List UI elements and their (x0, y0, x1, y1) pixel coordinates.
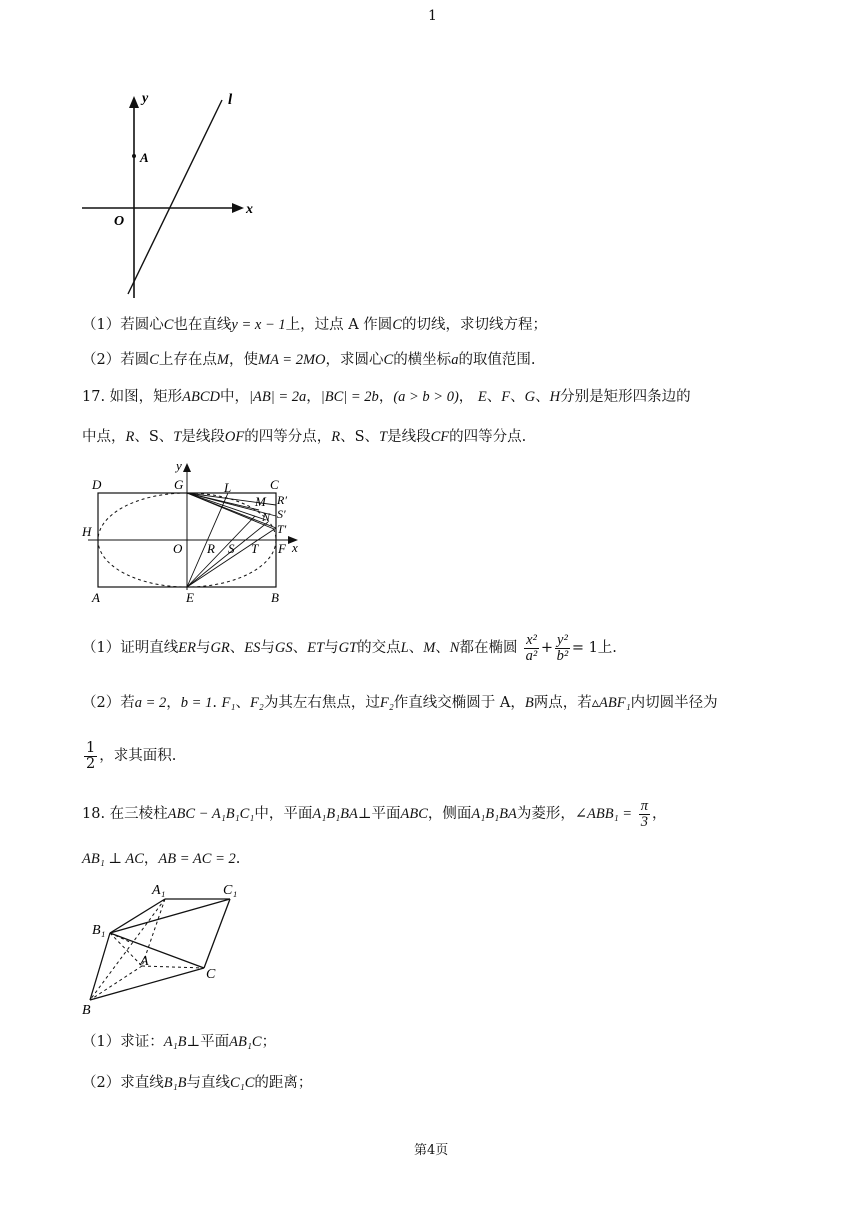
label-y: y (142, 91, 149, 106)
svg-text:R: R (207, 541, 215, 556)
svg-text:M: M (255, 494, 266, 509)
page-footer: 第4页 (414, 1143, 449, 1158)
svg-text:A: A (92, 590, 100, 605)
svg-text:B: B (271, 590, 279, 605)
svg-text:y: y (176, 458, 182, 473)
label-x: x (246, 202, 253, 217)
svg-text:G: G (174, 477, 184, 492)
svg-text:S: S (228, 541, 235, 556)
fraction-one-half: $\frac{1}{2}$ (86, 739, 96, 772)
q16-part1: （1）若圆心C也在直线y = x − 1上，过点 A 作圆C的切线，求切线方程； (82, 317, 547, 333)
svg-text:F: F (278, 541, 286, 556)
svg-text:T′: T′ (277, 522, 287, 536)
label-a: A (140, 150, 149, 165)
svg-text:R′: R′ (277, 493, 287, 507)
figure-16-axes (78, 86, 278, 306)
figure-18-prism (80, 878, 260, 1018)
y-axis-arrow (183, 463, 191, 472)
q18-part1: （1）求证：A₁B⊥平面AB₁C； (82, 1034, 277, 1050)
svg-text:L: L (224, 480, 232, 495)
label-l: l (228, 92, 233, 108)
svg-text:A: A (140, 954, 149, 969)
q16-part2: （2）若圆C上存在点M，使MA = 2MO，求圆心C的横坐标a的取值范围. (82, 352, 536, 368)
svg-text:C: C (206, 967, 216, 982)
fraction-pi-3: $\frac{\pi}{3}$ (640, 797, 648, 830)
page-number: 1 (428, 8, 437, 24)
svg-text:x: x (292, 540, 298, 555)
svg-text:S′: S′ (277, 507, 286, 521)
svg-text:E: E (186, 590, 194, 605)
svg-text:H: H (82, 524, 92, 539)
q18-part2: （2）求直线B₁B与直线C₁C的距离； (82, 1075, 313, 1091)
figure-17-rectangle-ellipse (80, 458, 310, 608)
q18-line1: 18. 在三棱柱ABC − A₁B₁C₁中，平面A₁B₁BA⊥平面ABC，侧面A₁B₁BA为菱形，∠ABB₁ = $\frac{\pi}{3}$ ， (82, 797, 667, 830)
q17-part1: （1）证明直线ER与GR、ES与GS、ET与GT的交点L、M、N都在椭圆 $\frac{\text{x²}}{\text{a²}}$ + $\frac{\text{y²}}{\text{b²}}$ = 1上. (82, 631, 617, 664)
fraction-x2-a2: $\frac{\text{x²}}{\text{a²}}$ (525, 631, 538, 664)
label-o: O (114, 214, 125, 229)
svg-text:B₁: B₁ (92, 923, 106, 938)
y-axis-arrow (129, 96, 139, 108)
x-axis-arrow (232, 203, 244, 213)
q17-line2: 中点，R、S、T是线段OF的四等分点，R、S、T是线段CF的四等分点. (82, 429, 527, 445)
svg-text:A₁: A₁ (152, 883, 166, 898)
svg-text:C: C (270, 477, 279, 492)
line-l (128, 100, 222, 294)
q17-line1: 17. 如图，矩形ABCD中，|AB| = 2a，|BC| = 2b，(a > b > 0)， E、F、G、H分别是矩形四条边的 (82, 389, 691, 405)
fraction-y2-b2: $\frac{\text{y²}}{\text{b²}}$ (556, 631, 569, 664)
point-a (132, 154, 136, 158)
svg-text:B: B (82, 1003, 91, 1018)
q17-part2: （2）若a = 2，b = 1. F₁、F₂为其左右焦点，过F₂作直线交椭圆于 A，B两点，若▵ABF₁内切圆半径为 (82, 695, 718, 711)
svg-text:T: T (251, 541, 259, 556)
svg-text:N: N (262, 510, 271, 524)
q17-part2-cont: $\frac{1}{2}$ ，求其面积. (86, 739, 177, 772)
svg-text:C₁: C₁ (223, 883, 238, 898)
svg-text:O: O (173, 541, 183, 556)
q18-line2: AB₁ ⊥ AC，AB = AC = 2. (82, 851, 241, 867)
svg-text:D: D (92, 477, 102, 492)
